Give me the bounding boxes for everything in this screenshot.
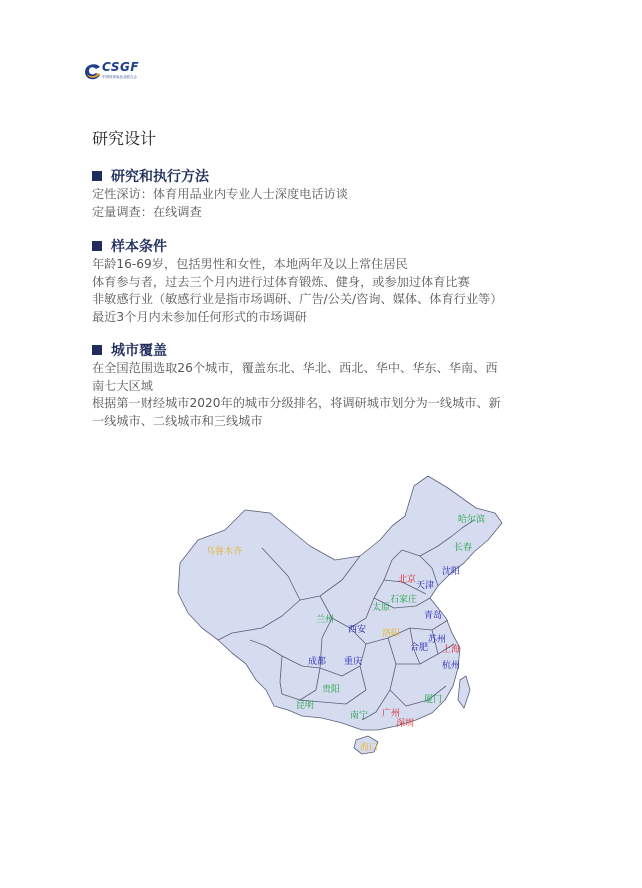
section-line: 南七大区域	[92, 378, 153, 393]
city-label: 石家庄	[390, 595, 418, 605]
bullet-square-icon	[92, 345, 102, 355]
section-heading: 样本条件	[92, 236, 572, 256]
logo-text: CSGF	[102, 60, 140, 74]
bullet-square-icon	[92, 171, 102, 181]
city-label: 苏州	[428, 635, 447, 645]
logo-subtext: 中国体育用品业联合会	[102, 75, 137, 79]
section-heading: 研究和执行方法	[92, 166, 572, 186]
logo-mark-icon	[82, 58, 102, 86]
city-label: 广州	[382, 709, 401, 719]
section-heading: 城市覆盖	[92, 340, 572, 360]
city-label: 青岛	[424, 611, 443, 621]
city-label: 洛阳	[382, 629, 401, 639]
city-label: 南宁	[350, 711, 369, 721]
china-map	[170, 468, 510, 768]
city-label: 贵阳	[322, 685, 341, 695]
section-line: 定量调查：在线调查	[92, 204, 202, 219]
section-line: 最近3个月内未参加任何形式的市场调研	[92, 309, 307, 324]
city-label: 西安	[348, 625, 367, 635]
city-label: 乌鲁木齐	[206, 547, 243, 557]
city-label: 北京	[398, 575, 417, 585]
city-label: 海口	[360, 743, 379, 753]
logo	[82, 58, 140, 86]
city-label: 合肥	[410, 643, 429, 653]
city-label: 重庆	[344, 657, 363, 667]
city-label: 上海	[442, 645, 461, 655]
city-label: 兰州	[316, 615, 335, 625]
section-line: 一线城市、二线城市和三线城市	[92, 413, 263, 428]
city-label: 成都	[308, 657, 327, 667]
city-label: 深圳	[396, 719, 415, 729]
section-line: 定性深访：体育用品业内专业人士深度电话访谈	[92, 187, 348, 201]
section-method	[92, 166, 572, 221]
section-line: 年龄16-69岁，包括男性和女性，本地两年及以上常住居民	[92, 257, 408, 271]
city-label: 长春	[454, 543, 473, 553]
city-label: 昆明	[296, 701, 315, 711]
city-label: 太原	[372, 603, 391, 613]
section-cities	[92, 340, 572, 430]
section-line: 根据第一财经城市2020年的城市分级排名，将调研城市划分为一线城市、新	[92, 396, 501, 410]
section-line: 在全国范围选取26个城市，覆盖东北、华北、西北、华中、华东、华南、西	[92, 361, 498, 375]
china-map-svg	[170, 468, 510, 768]
section-line: 非敏感行业（敏感行业是指市场调研、广告/公关/咨询、媒体、体育行业等）	[92, 292, 503, 306]
city-label: 沈阳	[442, 567, 461, 577]
map-regions	[178, 476, 502, 754]
city-label: 哈尔滨	[458, 515, 486, 525]
city-label: 杭州	[442, 661, 461, 671]
page-title: 研究设计	[92, 129, 157, 148]
bullet-square-icon	[92, 241, 102, 251]
city-label: 天津	[416, 581, 435, 591]
section-line: 体育参与者，过去三个月内进行过体育锻炼、健身，或参加过体育比赛	[92, 274, 470, 289]
taiwan-outline	[458, 676, 470, 708]
city-label: 厦门	[424, 695, 443, 705]
section-sample	[92, 236, 572, 326]
